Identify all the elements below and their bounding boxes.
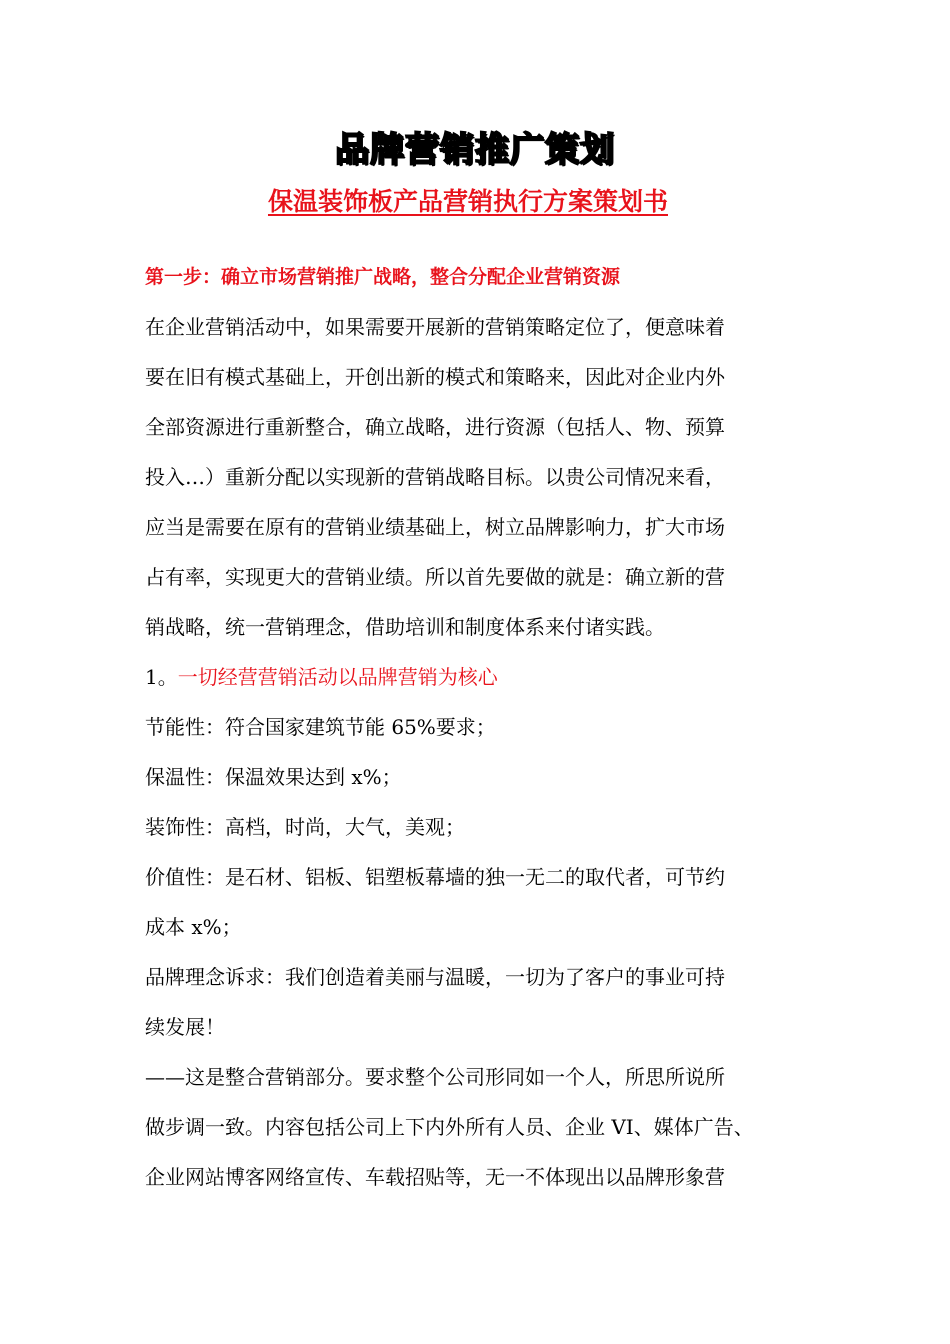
attribute-line: 品牌理念诉求：我们创造着美丽与温暖，一切为了客户的事业可持 [145,965,725,989]
paragraph-line: 销战略，统一营销理念，借助培训和制度体系来付诸实践。 [145,615,665,639]
attribute-line: 节能性：符合国家建筑节能 65%要求； [145,715,496,739]
attribute-list [145,702,810,1052]
paragraph-line: 做步调一致。内容包括公司上下内外所有人员、企业 VI、媒体广告、 [145,1115,754,1139]
paragraph-line: 企业网站博客网络宣传、车载招贴等，无一不体现出以品牌形象营 [145,1165,725,1189]
paragraph-line: 投入…）重新分配以实现新的营销战略目标。以贵公司情况来看， [145,465,725,489]
attribute-line: 装饰性：高档，时尚，大气，美观； [145,815,465,839]
paragraph-line: 占有率，实现更大的营销业绩。所以首先要做的就是：确立新的营 [145,565,725,589]
paragraph-2 [145,1052,810,1202]
paragraph-1 [145,302,810,652]
document-title: 品牌营销推广策划 [335,130,615,170]
point-1-text: 一切经营营销活动以品牌营销为核心 [177,665,498,689]
document-body [145,252,810,1202]
attribute-line: 成本 x%； [145,915,242,939]
attribute-line: 保温性：保温效果达到 x%； [145,765,402,789]
point-1-number: 1。 [145,665,178,689]
subtitle-text: 保温装饰板产品营销执行方案策划书 [267,187,668,216]
document-subtitle [0,184,950,220]
step1-heading: 第一步：确立市场营销推广战略，整合分配企业营销资源 [145,266,621,288]
paragraph-line: 要在旧有模式基础上，开创出新的模式和策略来，因此对企业内外 [145,365,725,389]
paragraph-line: ——这是整合营销部分。要求整个公司形同如一个人，所思所说所 [145,1065,725,1089]
attribute-line: 续发展！ [145,1015,225,1039]
point-1 [145,652,810,702]
paragraph-line: 全部资源进行重新整合，确立战略，进行资源（包括人、物、预算 [145,415,725,439]
attribute-line: 价值性：是石材、铝板、铝塑板幕墙的独一无二的取代者，可节约 [145,865,725,889]
paragraph-line: 在企业营销活动中，如果需要开展新的营销策略定位了，便意味着 [145,315,725,339]
paragraph-line: 应当是需要在原有的营销业绩基础上，树立品牌影响力，扩大市场 [145,515,725,539]
